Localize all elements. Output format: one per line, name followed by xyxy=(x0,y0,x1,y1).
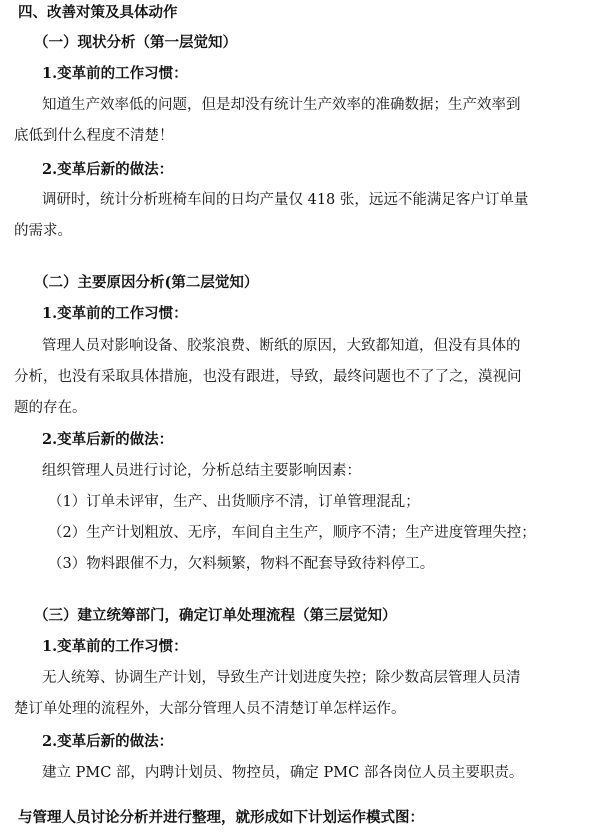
part2-item-1: （1）订单未评审，生产、出货顺序不清，订单管理混乱； xyxy=(48,494,420,510)
part2-before-text-2: 分析，也没有采取具体措施，也没有跟进，导致，最终问题也不了了之，漠视问 xyxy=(14,369,522,385)
part1-before-text-2: 底低到什么程度不清楚！ xyxy=(14,128,174,144)
part1-after-text-2: 的需求。 xyxy=(14,223,72,239)
part1-after-text-1: 调研时，统计分析班椅车间的日均产量仅 418 张，远远不能满足客户订单量 xyxy=(42,192,529,208)
part3-after-label: 2.变革后新的做法： xyxy=(42,733,174,750)
part2-heading: （二）主要原因分析(第二层觉知） xyxy=(34,274,259,291)
part2-after-intro: 组织管理人员进行讨论，分析总结主要影响因素： xyxy=(42,463,361,479)
part3-before-text-1: 无人统筹、协调生产计划，导致生产计划进度失控；除少数高层管理人员清 xyxy=(42,670,521,686)
part1-before-label: 1.变革前的工作习惯： xyxy=(42,65,188,82)
part2-before-label: 1.变革前的工作习惯： xyxy=(42,305,188,322)
section-title: 四、改善对策及具体动作 xyxy=(18,4,178,21)
part1-before-text-1: 知道生产效率低的问题，但是却没有统计生产效率的准确数据；生产效率到 xyxy=(42,97,521,113)
part1-after-label: 2.变革后新的做法： xyxy=(42,161,174,178)
closing-sentence: 与管理人员讨论分析并进行整理，就形成如下计划运作模式图： xyxy=(18,809,424,826)
part2-after-label: 2.变革后新的做法： xyxy=(42,431,174,448)
part2-before-text-1: 管理人员对影响设备、胶浆浪费、断纸的原因，大致都知道，但没有具体的 xyxy=(42,338,521,354)
part3-after-text-1: 建立 PMC 部，内聘计划员、物控员，确定 PMC 部各岗位人员主要职责。 xyxy=(42,765,524,781)
part3-before-label: 1.变革前的工作习惯： xyxy=(42,638,188,655)
part1-heading: （一）现状分析（第一层觉知） xyxy=(34,34,237,51)
part2-item-3: （3）物料跟催不力，欠料频繁，物料不配套导致待料停工。 xyxy=(48,556,435,572)
part2-item-2: （2）生产计划粗放、无序，车间自主生产，顺序不清；生产进度管理失控； xyxy=(48,525,536,541)
part3-heading: （三）建立统筹部门，确定订单处理流程（第三层觉知） xyxy=(34,607,397,624)
part2-before-text-3: 题的存在。 xyxy=(14,400,87,416)
part3-before-text-2: 楚订单处理的流程外，大部分管理人员不清楚订单怎样运作。 xyxy=(14,701,406,717)
